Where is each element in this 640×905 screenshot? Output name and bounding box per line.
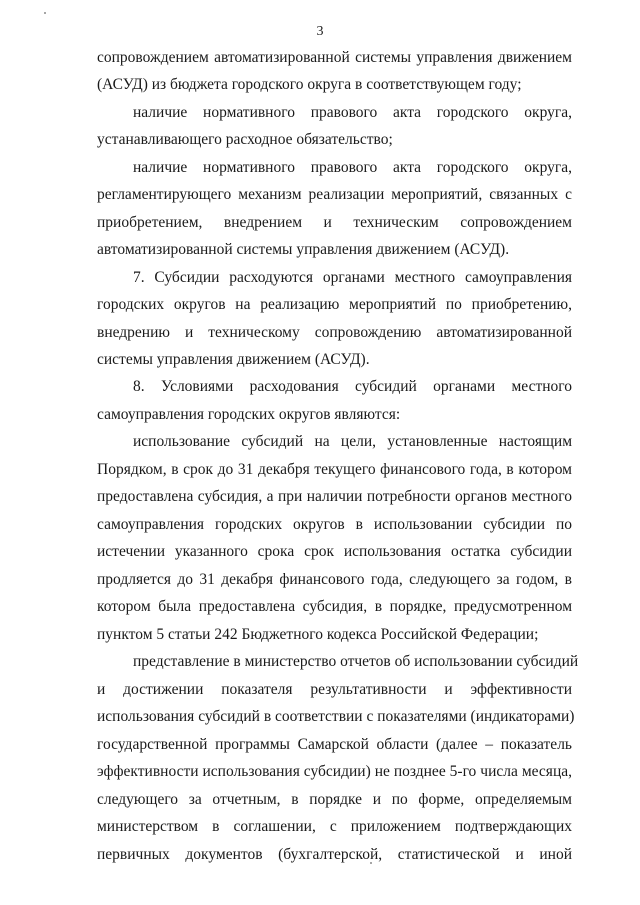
text-line: 8. Условиями расходования субсидий органами местного: [133, 378, 572, 395]
text-line: следующего за отчетным, в порядке и по форме, определяемым: [97, 791, 572, 808]
text-line: устанавливающего расходное обязательство;: [97, 131, 393, 148]
text-line: использование субсидий на цели, установленные настоящим: [133, 433, 572, 450]
text-line: предоставлена субсидия, а при наличии потребности органов местного: [97, 488, 572, 505]
text-line: наличие нормативного правового акта городского округа,: [133, 104, 572, 121]
text-line: и достижении показателя результативности и эффективности: [97, 681, 572, 698]
text-line: истечении указанного срока срок использования остатка субсидии: [97, 543, 572, 560]
text-line: Порядком, в срок до 31 декабря текущего финансового года, в котором: [97, 461, 572, 478]
text-line: государственной программы Самарской области (далее – показатель: [97, 736, 572, 753]
text-line: (АСУД) из бюджета городского округа в соответствующем году;: [97, 76, 522, 93]
text-line: самоуправления городских округов в использовании субсидии по: [97, 516, 572, 533]
text-line: регламентирующего механизм реализации мероприятий, связанных с: [97, 186, 572, 203]
text-line: министерством в соглашении, с приложением подтверждающих: [97, 818, 572, 835]
text-line: приобретением, внедрением и техническим сопровождением: [97, 214, 572, 231]
text-line: представление в министерство отчетов об использовании субсидий: [133, 653, 579, 670]
text-line: первичных документов (бухгалтерской, статистической и иной: [97, 846, 572, 863]
text-line: автоматизированной системы управления движением (АСУД).: [97, 241, 510, 258]
text-line: использования субсидий в соответствии с показателями (индикаторами): [97, 708, 575, 725]
page-number: 3: [316, 24, 324, 39]
text-line: системы управления движением (АСУД).: [97, 351, 370, 368]
text-line: котором была предоставлена субсидия, в порядке, предусмотренном: [97, 598, 572, 615]
text-line: продляется до 31 декабря финансового года, следующего за годом, в: [97, 571, 572, 588]
scan-dot: [44, 12, 46, 14]
text-line: внедрению и техническому сопровождению автоматизированной: [97, 324, 572, 341]
text-line: городских округов на реализацию мероприятий по приобретению,: [97, 296, 572, 313]
text-line: пунктом 5 статьи 242 Бюджетного кодекса Российской Федерации;: [97, 626, 539, 643]
text-line: самоуправления городских округов являются:: [97, 406, 401, 423]
text-line: наличие нормативного правового акта городского округа,: [133, 159, 572, 176]
text-line: эффективности использования субсидии) не позднее 5-го числа месяца,: [97, 763, 572, 780]
text-line: 7. Субсидии расходуются органами местного самоуправления: [133, 269, 572, 286]
text-line: сопровождением автоматизированной системы управления движением: [97, 49, 572, 66]
